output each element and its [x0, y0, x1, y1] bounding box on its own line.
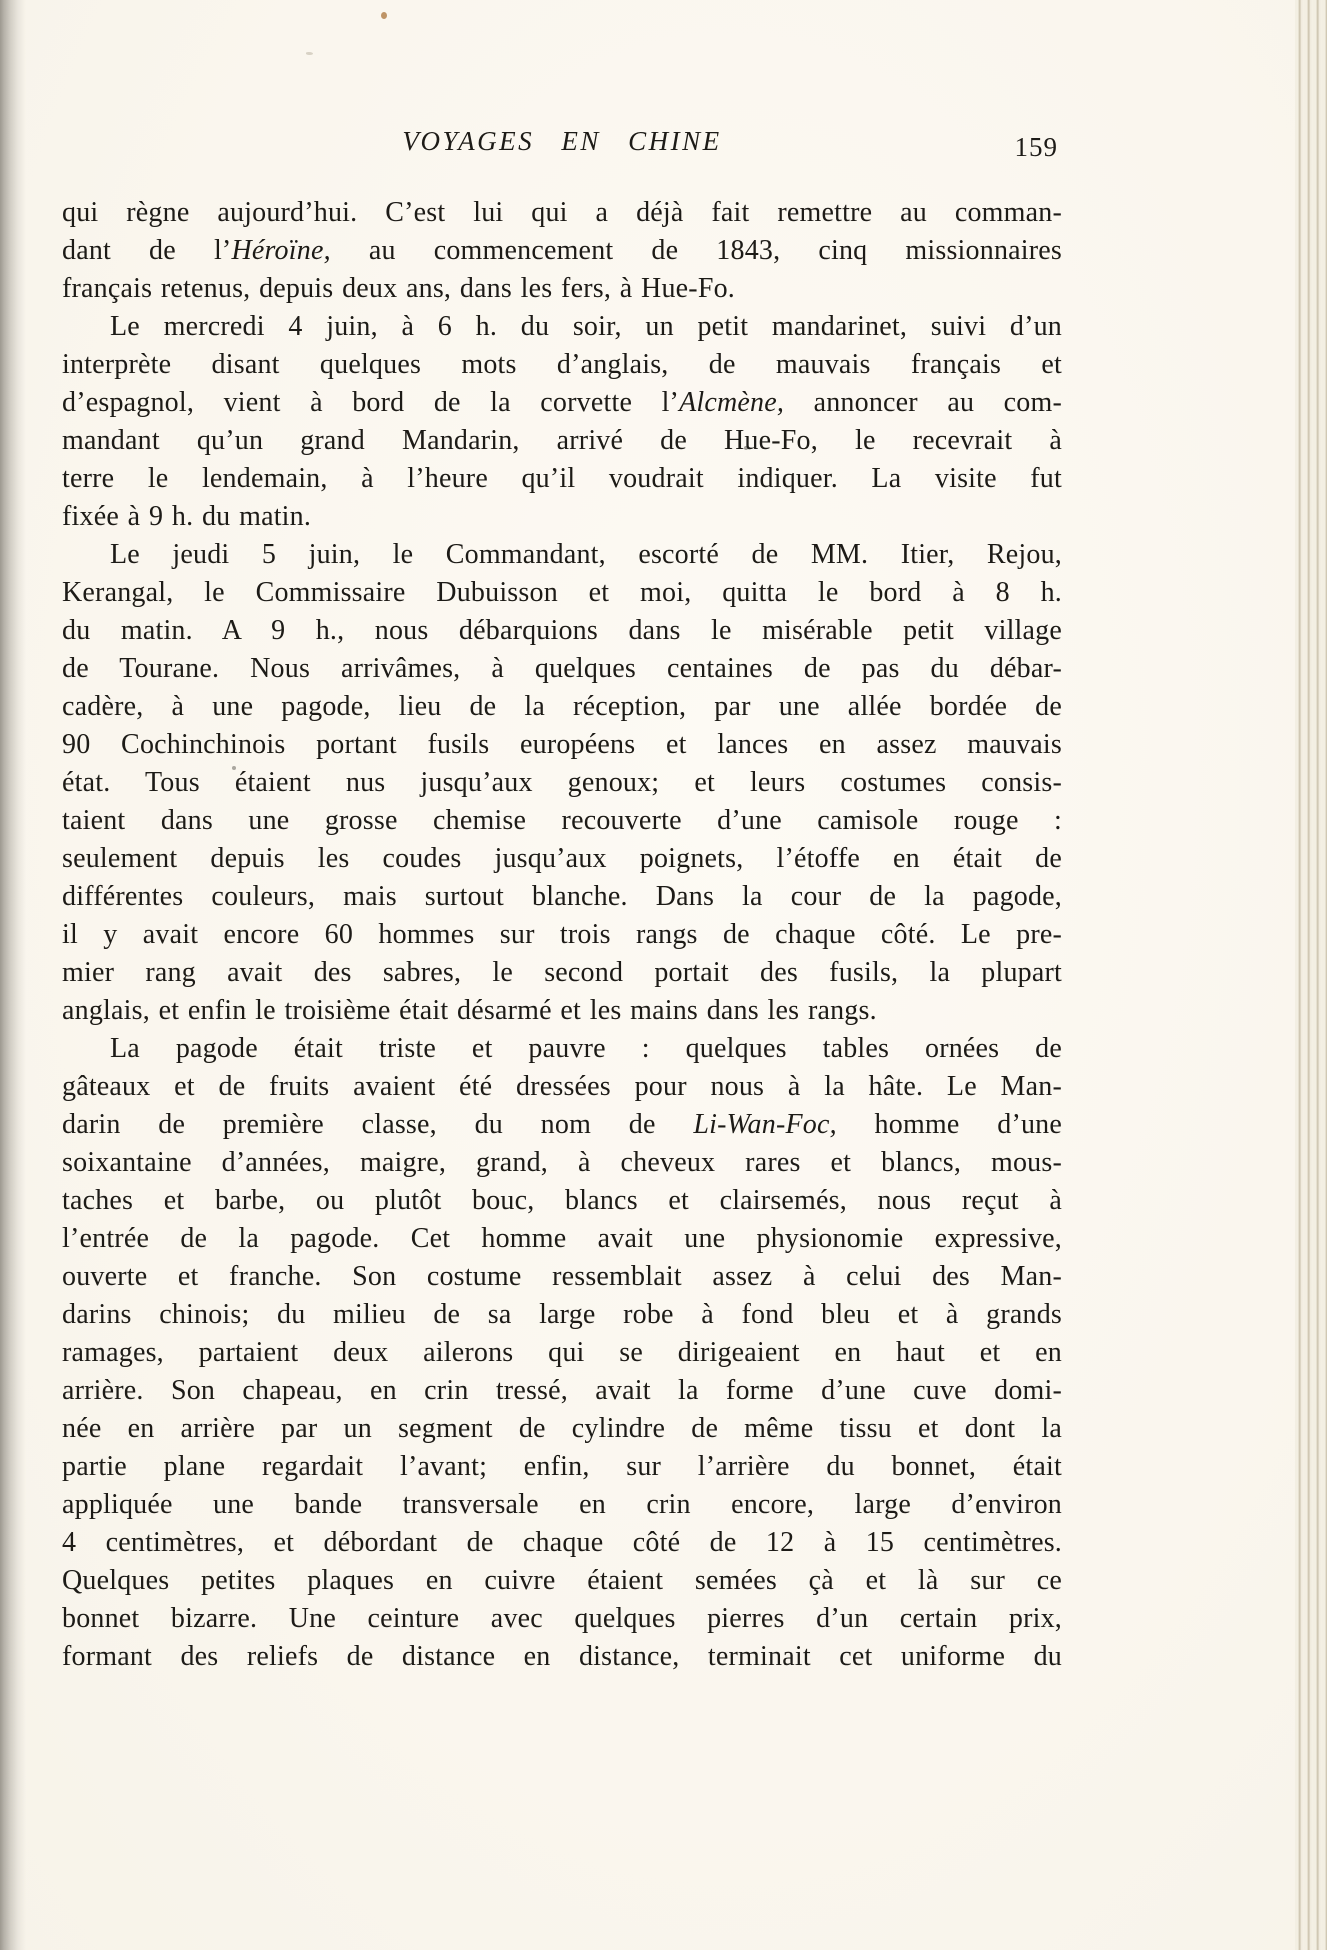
text-line	[62, 536, 1062, 574]
text-segment: Le mercredi 4 juin, à 6 h. du soir, un petit mandarinet, suivi d’un	[110, 311, 1062, 342]
text-line	[62, 1106, 1062, 1144]
text-segment: qui règne aujourd’hui. C’est lui qui a déjà fait remettre au comman-	[62, 197, 1062, 228]
text-line	[62, 232, 1062, 270]
page-edge-stack	[1295, 0, 1327, 1950]
text-line	[62, 688, 1062, 726]
text-line	[62, 1410, 1062, 1448]
text-segment: Le jeudi 5 juin, le Commandant, escorté de MM. Itier, Rejou,	[110, 539, 1062, 570]
text-segment: taient dans une grosse chemise recouverte d’une camisole rouge :	[62, 805, 1062, 836]
text-line	[62, 1144, 1062, 1182]
text-segment: fixée à 9 h. du matin.	[62, 501, 312, 532]
text-line	[62, 574, 1062, 612]
page-number: 159	[1014, 132, 1058, 162]
text-segment: annoncer au com-	[784, 387, 1062, 418]
text-segment: interprète disant quelques mots d’anglais, de mauvais français et	[62, 349, 1062, 380]
text-segment: 4 centimètres, et débordant de chaque côté de 12 à 15 centimètres.	[62, 1527, 1062, 1558]
text-line	[62, 650, 1062, 688]
text-line	[62, 1068, 1062, 1106]
text-segment: au commencement de 1843, cinq missionnaires	[330, 235, 1062, 266]
text-segment: de Tourane. Nous arrivâmes, à quelques centaines de pas du débar-	[62, 653, 1062, 684]
text-segment: seulement depuis les coudes jusqu’aux poignets, l’étoffe en était de	[62, 843, 1062, 874]
text-segment: l’entrée de la pagode. Cet homme avait une physionomie expressive,	[62, 1223, 1062, 1254]
body-text	[62, 194, 1062, 1676]
text-line	[62, 726, 1062, 764]
text-line	[62, 764, 1062, 802]
text-segment: ouverte et franche. Son costume ressemblait assez à celui des Man-	[62, 1261, 1062, 1292]
text-segment: mandant qu’un grand Mandarin, arrivé de Hue-Fo, le recevrait à	[62, 425, 1062, 456]
text-line	[62, 1638, 1062, 1676]
text-line	[62, 840, 1062, 878]
text-line	[62, 384, 1062, 422]
text-line	[62, 1334, 1062, 1372]
text-line	[62, 1258, 1062, 1296]
text-segment: ramages, partaient deux ailerons qui se dirigeaient en haut et en	[62, 1337, 1062, 1368]
text-line	[62, 1562, 1062, 1600]
text-line	[62, 1296, 1062, 1334]
text-line	[62, 270, 1062, 308]
text-segment: darin de première classe, du nom de	[62, 1109, 694, 1140]
text-line	[62, 422, 1062, 460]
text-line	[62, 1486, 1062, 1524]
text-segment: d’espagnol, vient à bord de la corvette l’	[62, 387, 680, 418]
text-segment: appliquée une bande transversale en crin encore, large d’environ	[62, 1489, 1062, 1520]
text-line	[62, 992, 1062, 1030]
paper-speck	[306, 52, 313, 55]
text-line	[62, 308, 1062, 346]
text-segment: soixantaine d’années, maigre, grand, à cheveux rares et blancs, mous-	[62, 1147, 1062, 1178]
paper-speck	[381, 12, 387, 19]
italic-text: Alcmène,	[679, 387, 785, 418]
text-segment: terre le lendemain, à l’heure qu’il voudrait indiquer. La visite fut	[62, 463, 1062, 494]
text-line	[62, 1448, 1062, 1486]
text-segment: mier rang avait des sabres, le second portait des fusils, la plupart	[62, 957, 1062, 988]
text-segment: différentes couleurs, mais surtout blanche. Dans la cour de la pagode,	[62, 881, 1062, 912]
text-segment: formant des reliefs de distance en distance, terminait cet uniforme du	[62, 1641, 1062, 1672]
text-line	[62, 194, 1062, 232]
binding-shadow	[0, 0, 26, 1950]
text-segment: La pagode était triste et pauvre : quelques tables ornées de	[110, 1033, 1062, 1064]
text-segment: cadère, à une pagode, lieu de la réception, par une allée bordée de	[62, 691, 1062, 722]
text-segment: née en arrière par un segment de cylindre de même tissu et dont la	[62, 1413, 1062, 1444]
text-segment: taches et barbe, ou plutôt bouc, blancs et clairsemés, nous reçut à	[62, 1185, 1062, 1216]
text-segment: il y avait encore 60 hommes sur trois rangs de chaque côté. Le pre-	[62, 919, 1062, 950]
text-segment: français retenus, depuis deux ans, dans les fers, à Hue-Fo.	[62, 273, 735, 304]
text-segment: 90 Cochinchinois portant fusils européens et lances en assez mauvais	[62, 729, 1062, 760]
text-segment: homme d’une	[836, 1109, 1062, 1140]
text-line	[62, 1182, 1062, 1220]
text-segment: partie plane regardait l’avant; enfin, sur l’arrière du bonnet, était	[62, 1451, 1062, 1482]
italic-text: Héroïne,	[231, 235, 331, 266]
text-segment: Quelques petites plaques en cuivre étaient semées çà et là sur ce	[62, 1565, 1062, 1596]
text-line	[62, 954, 1062, 992]
text-segment: du matin. A 9 h., nous débarquions dans le misérable petit village	[62, 615, 1062, 646]
text-segment: état. Tous étaient nus jusqu’aux genoux; et leurs costumes consis-	[62, 767, 1062, 798]
italic-text: Li-Wan-Foc,	[693, 1109, 837, 1140]
text-segment: dant de l’	[62, 235, 232, 266]
text-segment: darins chinois; du milieu de sa large robe à fond bleu et à grands	[62, 1299, 1062, 1330]
page-header	[62, 126, 1062, 166]
text-line	[62, 346, 1062, 384]
text-segment: anglais, et enfin le troisième était désarmé et les mains dans les rangs.	[62, 995, 877, 1026]
text-line	[62, 1030, 1062, 1068]
text-line	[62, 612, 1062, 650]
text-line	[62, 1372, 1062, 1410]
text-line	[62, 878, 1062, 916]
text-line	[62, 1524, 1062, 1562]
text-line	[62, 1600, 1062, 1638]
text-segment: Kerangal, le Commissaire Dubuisson et moi, quitta le bord à 8 h.	[62, 577, 1062, 608]
text-segment: arrière. Son chapeau, en crin tressé, avait la forme d’une cuve domi-	[62, 1375, 1062, 1406]
running-header-title: VOYAGES EN CHINE	[402, 126, 722, 156]
text-line	[62, 916, 1062, 954]
text-line	[62, 802, 1062, 840]
text-segment: bonnet bizarre. Une ceinture avec quelques pierres d’un certain prix,	[62, 1603, 1062, 1634]
text-line	[62, 1220, 1062, 1258]
text-segment: gâteaux et de fruits avaient été dressées pour nous à la hâte. Le Man-	[62, 1071, 1062, 1102]
text-line	[62, 460, 1062, 498]
text-line	[62, 498, 1062, 536]
